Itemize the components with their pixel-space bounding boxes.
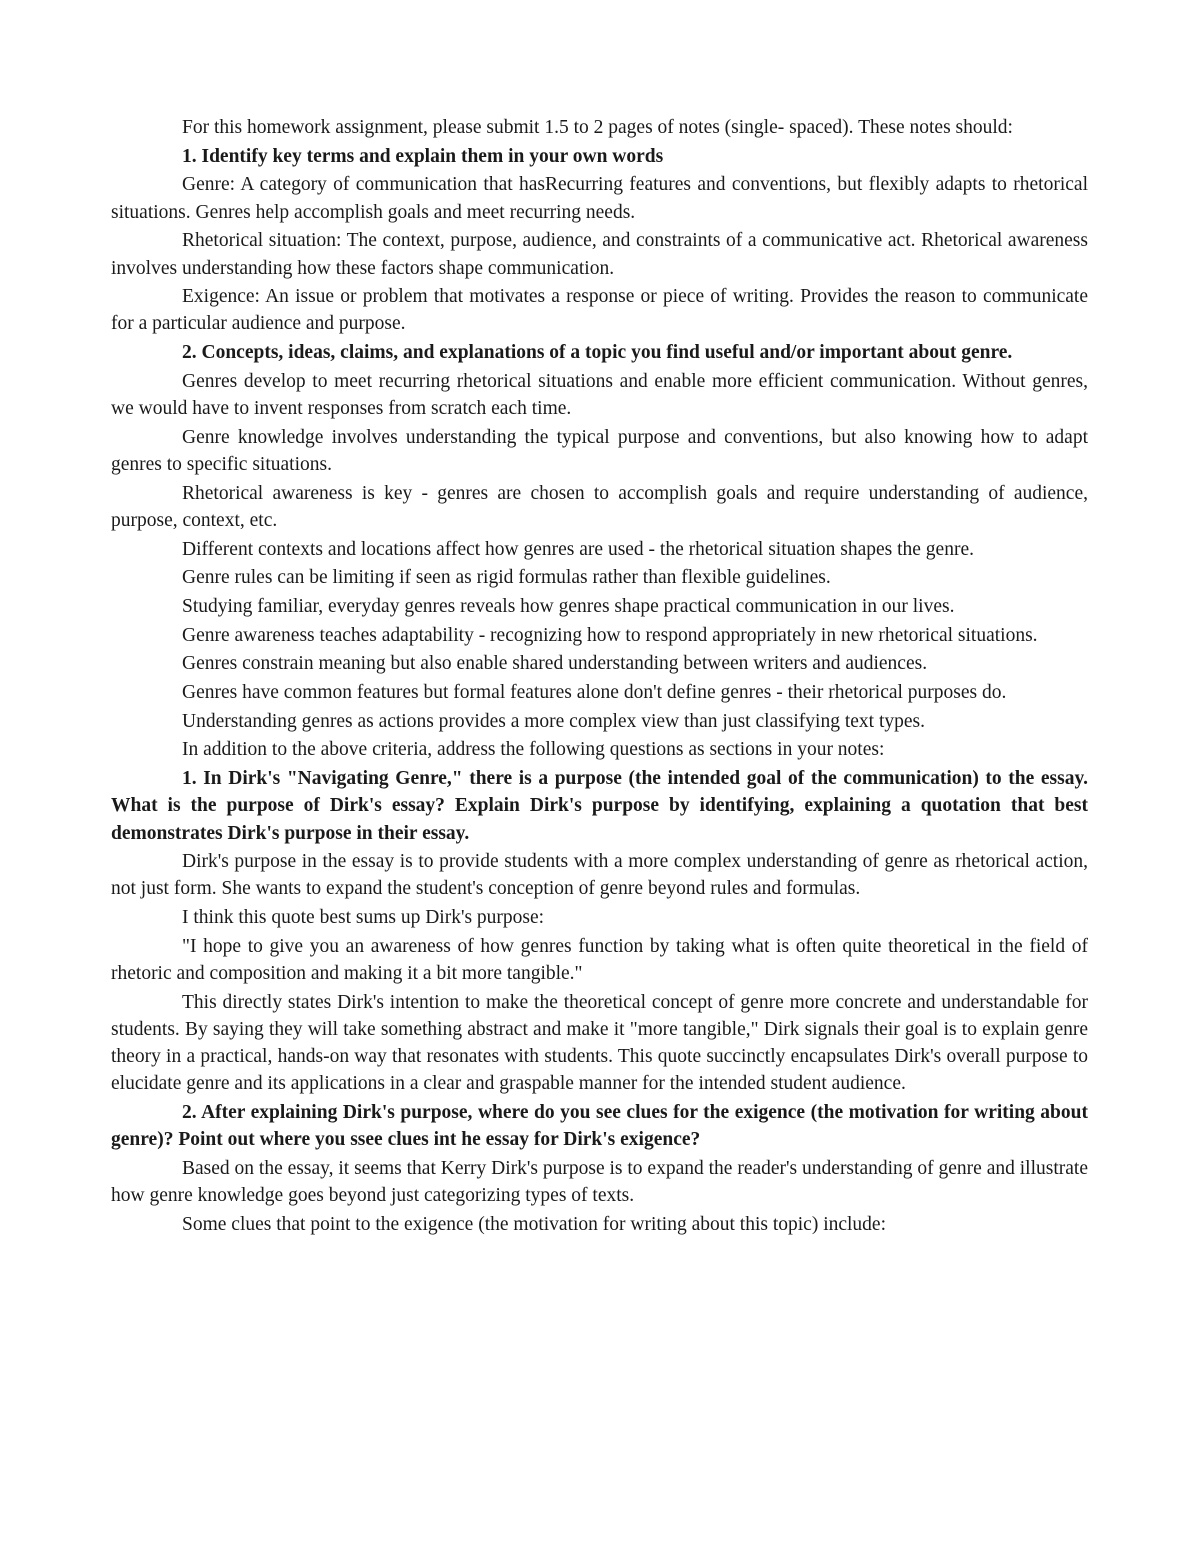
concept-paragraph: Genres have common features but formal features alone don't define genres - their rhetorical purposes do. — [182, 682, 1007, 704]
section-heading-concepts: 2. Concepts, ideas, claims, and explanations of a topic you find useful and/or important about genre. — [182, 342, 1013, 364]
document-body — [111, 114, 1088, 1240]
instructions-paragraph: In addition to the above criteria, address the following questions as sections in your notes: — [182, 739, 885, 761]
concept-paragraph: Rhetorical awareness is key - genres are chosen to accomplish goals and require understanding of audience, purpose, context, etc. — [111, 482, 1088, 531]
concept-paragraph: Studying familiar, everyday genres reveals how genres shape practical communication in our lives. — [182, 595, 955, 617]
concept-paragraph: Genres develop to meet recurring rhetorical situations and enable more efficient communication. Without genres, we would have to invent responses from scratch each time. — [111, 370, 1088, 420]
question-heading-purpose: 1. In Dirk's "Navigating Genre," there is a purpose (the intended goal of the communication) to the essay. What is the purpose of Dirk's essay? Explain Dirk's purpose by identifying, explaining a quotation that best demonstrates Dirk's purpose in their essay. — [111, 768, 1088, 844]
answer-paragraph: Dirk's purpose in the essay is to provide students with a more complex understanding of genre as rhetorical action, not just form. She wants to expand the student's conception of genre beyond rules and formulas. — [111, 851, 1088, 900]
definition-rhetorical-situation: Rhetorical situation: The context, purpose, audience, and constraints of a communicative act. Rhetorical awareness involves understanding how these factors shape communication. — [111, 230, 1088, 279]
concept-paragraph: Genres constrain meaning but also enable shared understanding between writers and audiences. — [182, 653, 928, 675]
answer-paragraph: This directly states Dirk's intention to make the theoretical concept of genre more concrete and understandable for students. By saying they will take something abstract and make it "more tangible," Dirk signals their goal is to explain genre theory in a practical, hands-on way that resonates with students. This quote succinctly encapsulates Dirk's overall purpose to elucidate genre and its applications in a clear and graspable manner for the intended student audience. — [111, 991, 1088, 1095]
concept-paragraph: Genre rules can be limiting if seen as rigid formulas rather than flexible guidelines. — [182, 567, 831, 589]
concept-paragraph: Genre awareness teaches adaptability - recognizing how to respond appropriately in new rhetorical situations. — [182, 624, 1038, 646]
concept-paragraph: Understanding genres as actions provides a more complex view than just classifying text types. — [182, 710, 925, 732]
answer-paragraph: Some clues that point to the exigence (the motivation for writing about this topic) include: — [182, 1213, 887, 1235]
answer-paragraph: I think this quote best sums up Dirk's purpose: — [182, 907, 545, 929]
definition-genre: Genre: A category of communication that hasRecurring features and conventions, but flexibly adapts to rhetorical situations. Genres help accomplish goals and meet recurring needs. — [111, 174, 1088, 223]
concept-paragraph: Different contexts and locations affect how genres are used - the rhetorical situation shapes the genre. — [182, 538, 974, 560]
question-heading-exigence: 2. After explaining Dirk's purpose, where do you see clues for the exigence (the motivation for writing about genre)? Point out where you ssee clues int he essay for Dirk's exigence? — [111, 1102, 1088, 1151]
definition-exigence: Exigence: An issue or problem that motivates a response or piece of writing. Provides the reason to communicate for a particular audience and purpose. — [111, 286, 1088, 335]
intro-paragraph: For this homework assignment, please submit 1.5 to 2 pages of notes (single- spaced). These notes should: — [182, 117, 1013, 138]
section-heading-key-terms: 1. Identify key terms and explain them in your own words — [182, 145, 664, 167]
quotation-paragraph: "I hope to give you an awareness of how genres function by taking what is often quite theoretical in the field of rhetoric and composition and making it a bit more tangible." — [111, 935, 1088, 985]
answer-paragraph: Based on the essay, it seems that Kerry Dirk's purpose is to expand the reader's understanding of genre and illustrate how genre knowledge goes beyond just categorizing types of texts. — [111, 1158, 1088, 1207]
concept-paragraph: Genre knowledge involves understanding the typical purpose and conventions, but also knowing how to adapt genres to specific situations. — [111, 426, 1088, 475]
